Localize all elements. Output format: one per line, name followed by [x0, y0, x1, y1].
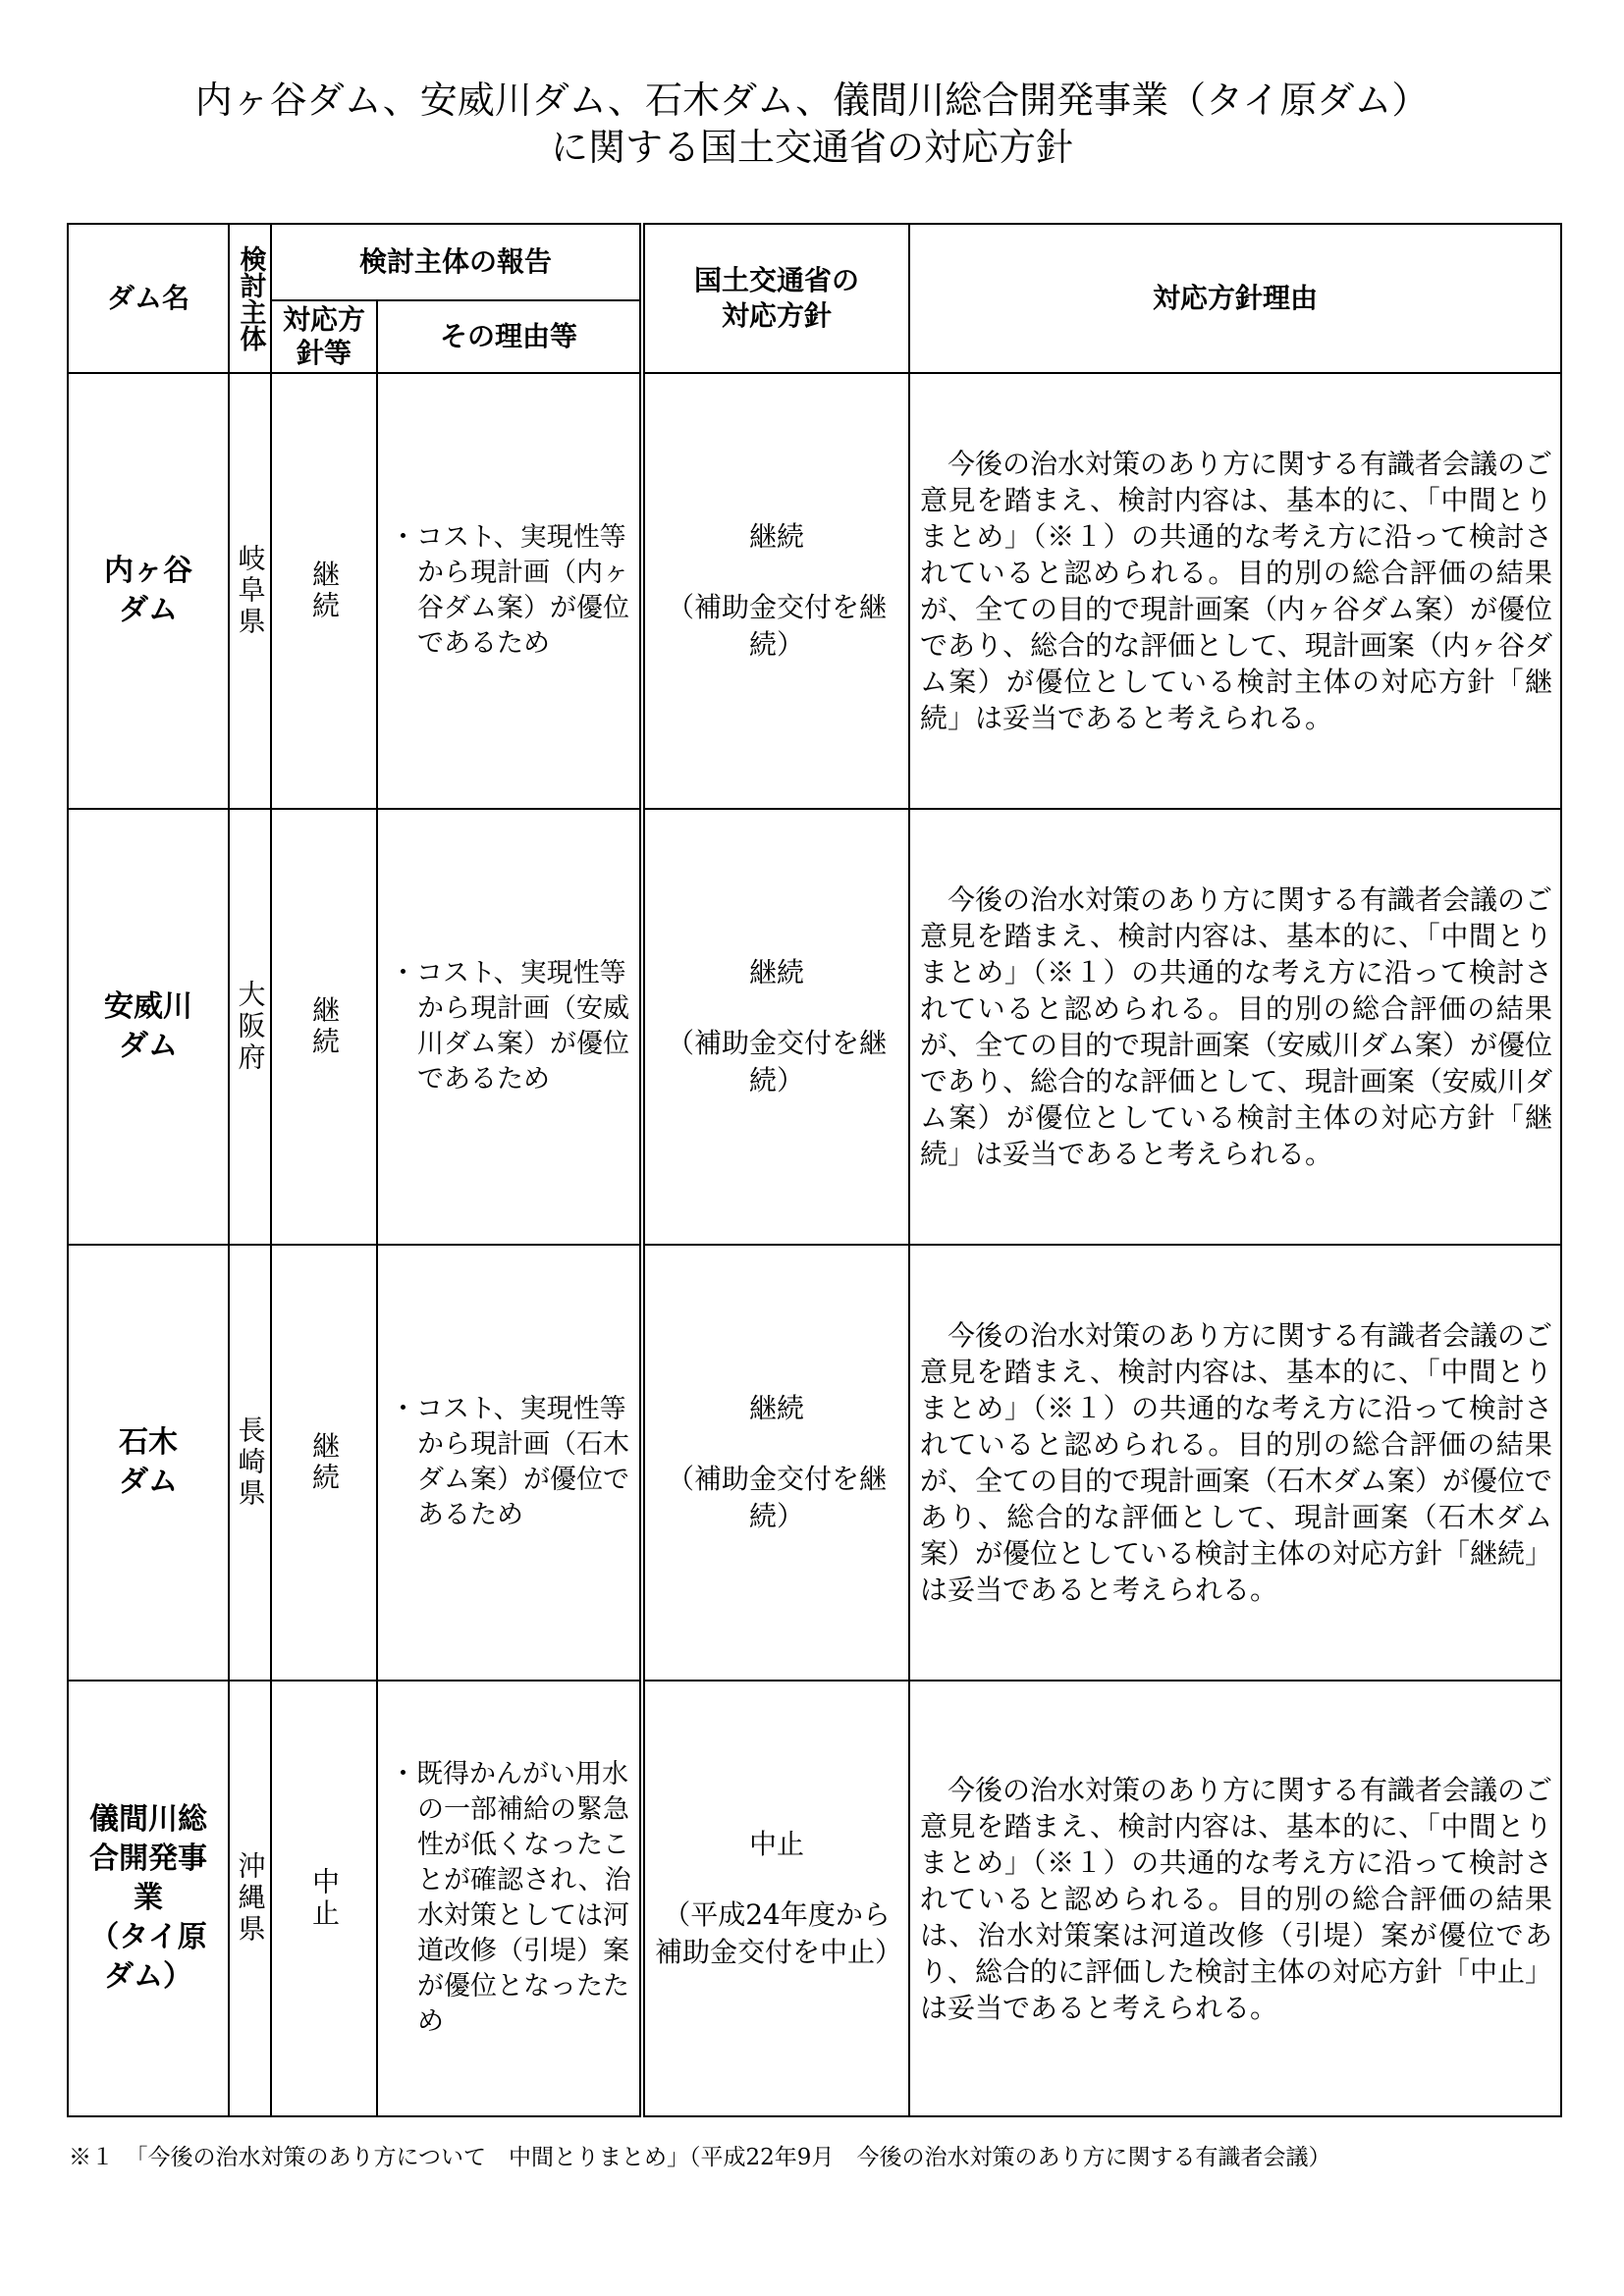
policy-reason-cell [909, 1245, 1561, 1681]
examiner-text: 岐阜県 [234, 544, 267, 638]
mlit-policy-sub: （補助金交付を継続） [667, 1463, 888, 1532]
mlit-policy-cell [642, 373, 909, 809]
table-row [68, 809, 1561, 1245]
report-policy-cell [271, 373, 377, 809]
examiner-cell [229, 1245, 271, 1681]
mlit-policy-cell [642, 1245, 909, 1681]
mlit-policy-text: 中止 [749, 1828, 805, 1860]
policy-reason-cell [909, 373, 1561, 809]
title-line-2: に関する国土交通省の対応方針 [550, 126, 1073, 169]
dam-name-line: 内ヶ谷 [104, 554, 192, 588]
header-policy-etc-line-1: 対応方 [282, 303, 365, 336]
policy-reason-text: 今後の治水対策のあり方に関する有識者会議のご意見を踏まえ、検討内容は、基本的に、「中間とりまとめ」（※１）の共通的な考え方に沿って検討されていると認められる。目的別の総合評価の結果が、全ての目的で現計画案（内ヶ谷ダム案）が優位であり、総合的な評価として、現計画案（内ヶ谷ダム案）が優位としている検討主体の対応方針「継続」は妥当であると考えられる。 [920, 448, 1553, 734]
policy-reason-cell [909, 809, 1561, 1245]
mlit-policy-sub: （平成24年度から補助金交付を中止） [655, 1898, 903, 1968]
header-mlit-line-2: 対応方針 [722, 299, 833, 332]
dam-name-cell [68, 1681, 229, 2116]
report-policy-text: 中止 [308, 1867, 341, 1930]
report-policy-cell [271, 1245, 377, 1681]
report-policy-cell [271, 809, 377, 1245]
policy-reason-text: 今後の治水対策のあり方に関する有識者会議のご意見を踏まえ、検討内容は、基本的に、「中間とりまとめ」（※１）の共通的な考え方に沿って検討されていると認められる。目的別の総合評価の結果は、治水対策案は河道改修（引堤）案が優位であり、総合的に評価した検討主体の対応方針「中止」は妥当であると考えられる。 [920, 1773, 1553, 2024]
header-report: 検討主体の報告 [271, 224, 642, 300]
dam-policy-table [67, 223, 1562, 2117]
dam-name-line: ダム [119, 1029, 178, 1063]
report-policy-text: 継続 [308, 995, 341, 1058]
mlit-policy-text: 継続 [749, 520, 805, 553]
examiner-cell [229, 809, 271, 1245]
examiner-text: 長崎県 [234, 1415, 267, 1510]
dam-name-cell [68, 1245, 229, 1681]
title-line-1: 内ヶ谷ダム、安威川ダム、石木ダム、儀間川総合開発事業（タイ原ダム） [194, 79, 1430, 122]
dam-name-line: 合開発事 [89, 1842, 207, 1876]
dam-name-line: 安威川 [104, 989, 192, 1024]
mlit-policy-sub: （補助金交付を継続） [667, 1027, 888, 1096]
header-policy-etc-line-2: 針等 [296, 337, 352, 369]
report-reason-cell [377, 809, 642, 1245]
table-row [68, 373, 1561, 809]
report-reason-cell [377, 1681, 642, 2116]
mlit-policy-cell [642, 1681, 909, 2116]
policy-reason-text: 今後の治水対策のあり方に関する有識者会議のご意見を踏まえ、検討内容は、基本的に、「中間とりまとめ」（※１）の共通的な考え方に沿って検討されていると認められる。目的別の総合評価の結果が、全ての目的で現計画案（安威川ダム案）が優位であり、総合的な評価として、現計画案（安威川ダム案）が優位としている検討主体の対応方針「継続」は妥当であると考えられる。 [920, 883, 1553, 1170]
dam-name-line: ダム [119, 593, 178, 627]
mlit-policy-text: 継続 [749, 1392, 805, 1424]
mlit-policy-text: 継続 [749, 956, 805, 988]
header-reason-etc: その理由等 [377, 300, 642, 373]
header-dam-name: ダム名 [68, 224, 229, 373]
dam-name-line: 儀間川総 [89, 1802, 207, 1837]
header-examiner-text: 検討主体 [235, 245, 266, 351]
report-reason-text: ・既得かんがい用水の一部補給の緊急性が低くなったことが確認され、治水対策としては河道改修（引堤）案が優位となったため [390, 1759, 631, 2037]
header-policy-reason: 対応方針理由 [909, 224, 1561, 373]
policy-reason-text: 今後の治水対策のあり方に関する有識者会議のご意見を踏まえ、検討内容は、基本的に、「中間とりまとめ」（※１）の共通的な考え方に沿って検討されていると認められる。目的別の総合評価の結果が、全ての目的で現計画案（石木ダム案）が優位であり、総合的な評価として、現計画案（石木ダム案）が優位としている検討主体の対応方針「継続」は妥当であると考えられる。 [920, 1319, 1553, 1606]
policy-reason-cell [909, 1681, 1561, 2116]
examiner-cell [229, 1681, 271, 2116]
header-mlit-line-1: 国土交通省の [694, 264, 860, 296]
report-policy-text: 継続 [308, 1431, 341, 1494]
examiner-text: 沖縄県 [234, 1851, 267, 1946]
page-title [0, 77, 1624, 171]
dam-name-line: ダム [119, 1465, 178, 1499]
report-reason-text: ・コスト、実現性等から現計画（内ヶ谷ダム案）が優位であるため [390, 522, 629, 659]
examiner-cell [229, 373, 271, 809]
report-reason-cell [377, 373, 642, 809]
examiner-text: 大阪府 [234, 980, 267, 1074]
report-reason-text: ・コスト、実現性等から現計画（安威川ダム案）が優位であるため [390, 958, 629, 1095]
report-policy-cell [271, 1681, 377, 2116]
dam-name-line: 石木 [119, 1425, 178, 1460]
dam-name-cell [68, 809, 229, 1245]
header-examiner [229, 224, 271, 373]
footnote: ※１ 「今後の治水対策のあり方について 中間とりまとめ」（平成22年9月 今後の治水対策のあり方に関する有識者会議） [69, 2145, 1331, 2170]
table-row [68, 1245, 1561, 1681]
report-reason-cell [377, 1245, 642, 1681]
table-row [68, 1681, 1561, 2116]
dam-name-line: ダム） [104, 1959, 192, 1994]
dam-name-line: 業 [134, 1881, 163, 1915]
header-mlit-policy [642, 224, 909, 373]
dam-name-line: （タイ原 [89, 1920, 207, 1954]
report-policy-text: 継続 [308, 560, 341, 622]
report-reason-text: ・コスト、実現性等から現計画（石木ダム案）が優位であるため [390, 1394, 629, 1530]
mlit-policy-cell [642, 809, 909, 1245]
dam-name-cell [68, 373, 229, 809]
mlit-policy-sub: （補助金交付を継続） [667, 591, 888, 661]
header-policy-etc [271, 300, 377, 373]
